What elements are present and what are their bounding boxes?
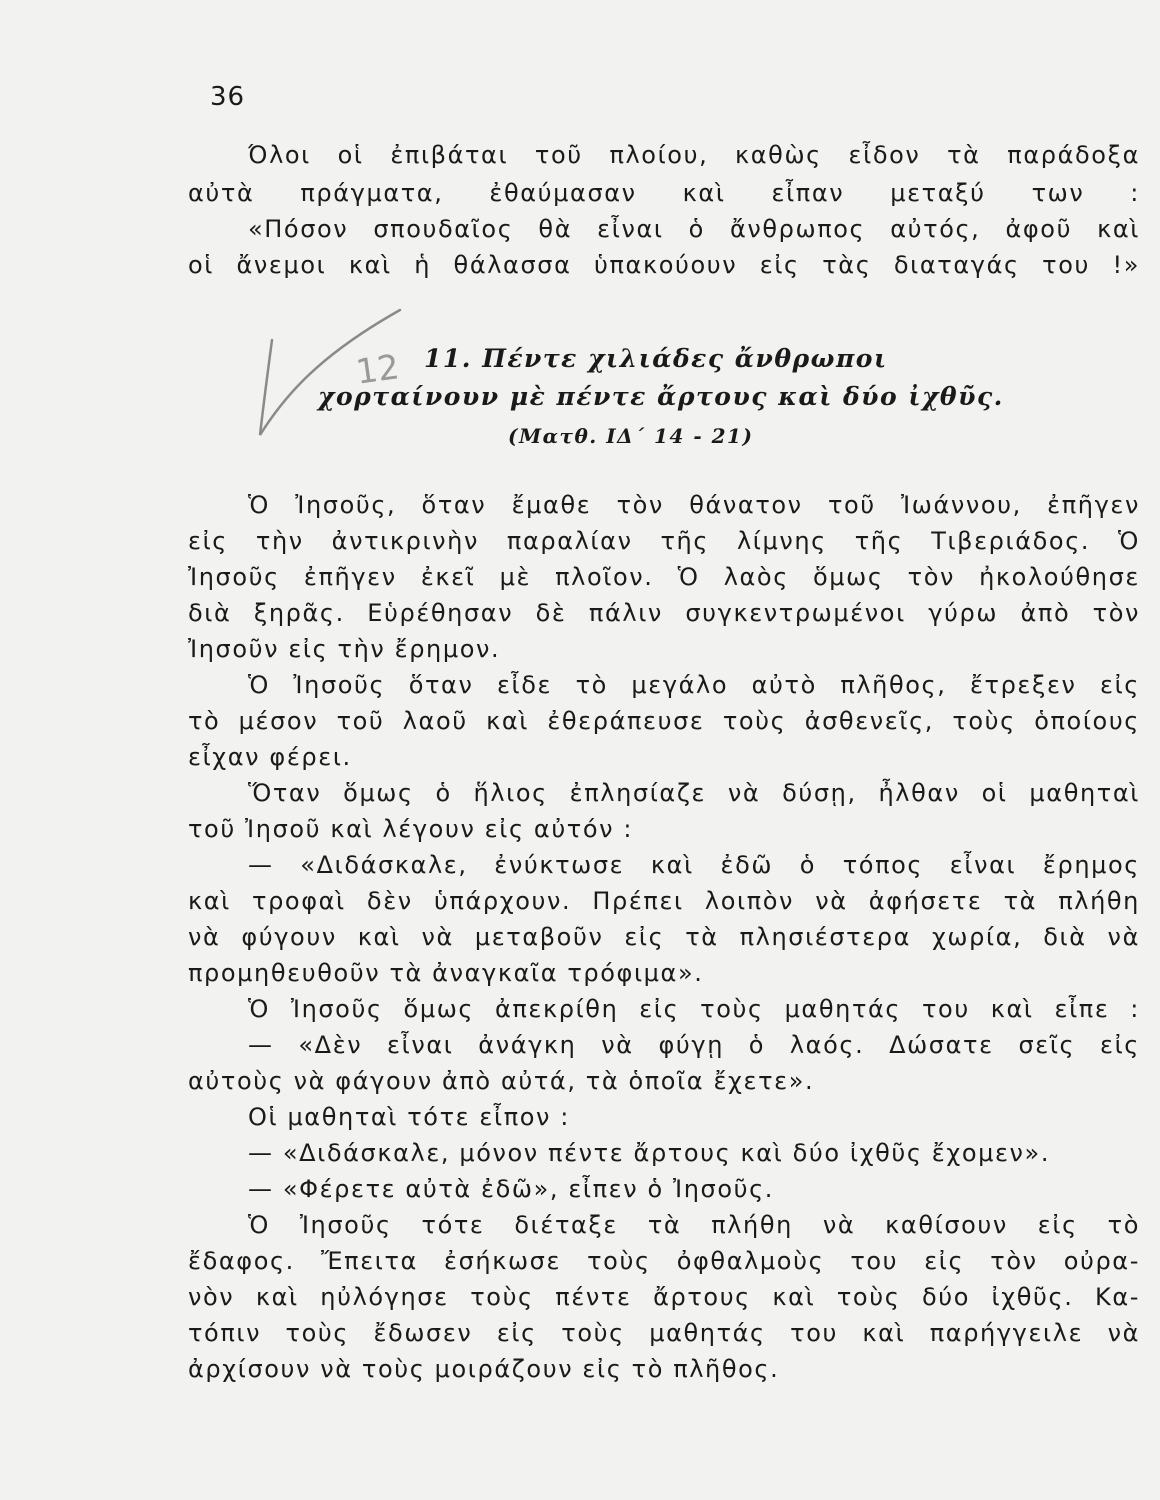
body-line: ἔδαφος. Ἔπειτα ἐσήκωσε τοὺς ὀφθαλμοὺς του εἰς τὸν οὐρα- [188, 1247, 1140, 1275]
intro-line-4: οἱ ἄνεμοι καὶ ἡ θάλασσα ὑπακούουν εἰς τὰς διαταγάς του !» [188, 251, 1140, 279]
scripture-reference: (Ματθ. ΙΔ΄ 14 - 21) [508, 424, 754, 448]
intro-line-1: Όλοι οἱ ἐπιβάται τοῦ πλοίου, καθὼς εἶδον τὰ παράδοξα [248, 141, 1140, 169]
intro-line-3: «Πόσον σπουδαῖος θὰ εἶναι ὁ ἄνθρωπος αὐτός, ἀφοῦ καὶ [248, 215, 1140, 243]
body-line: Οἱ μαθηταὶ τότε εἶπον : [248, 1103, 570, 1131]
body-line: Ἰησοῦς ἐπῆγεν ἐκεῖ μὲ πλοῖον. Ὁ λαὸς ὅμως τὸν ἠκολούθησε [188, 563, 1140, 591]
body-line: εἰς τὴν ἀντικρινὴν παραλίαν τῆς λίμνης τῆς Τιβεριάδος. Ὁ [188, 527, 1140, 555]
page-number: 36 [210, 82, 246, 112]
body-line: εἶχαν φέρει. [188, 743, 352, 771]
body-line: — «Διδάσκαλε, μόνον πέντε ἄρτους καὶ δύο ἰχθῦς ἔχομεν». [248, 1139, 1051, 1167]
body-line: τὸ μέσον τοῦ λαοῦ καὶ ἐθεράπευσε τοὺς ἀσθενεῖς, τοὺς ὁποίους [188, 707, 1140, 735]
body-line: Ὁ Ἰησοῦς τότε διέταξε τὰ πλήθη νὰ καθίσουν εἰς τὸ [248, 1211, 1140, 1239]
body-line: τοῦ Ἰησοῦ καὶ λέγουν εἰς αὐτόν : [188, 815, 634, 843]
body-line: νὰ φύγουν καὶ νὰ μεταβοῦν εἰς τὰ πλησιέστερα χωρία, διὰ νὰ [188, 923, 1140, 951]
body-line: τόπιν τοὺς ἔδωσεν εἰς τοὺς μαθητάς του καὶ παρήγγειλε νὰ [188, 1319, 1140, 1347]
pencil-checkmark-icon [250, 300, 430, 460]
body-line: προμηθευθοῦν τὰ ἀναγκαῖα τρόφιμα». [188, 959, 704, 987]
body-line: αὐτοὺς νὰ φάγουν ἀπὸ αὐτά, τὰ ὁποῖα ἔχετε». [188, 1067, 815, 1095]
intro-line-2: αὐτὰ πράγματα, ἐθαύμασαν καὶ εἶπαν μεταξύ των : [188, 179, 1140, 207]
body-line: Ὁ Ἰησοῦς ὅμως ἀπεκρίθη εἰς τοὺς μαθητάς του καὶ εἶπε : [248, 995, 1140, 1023]
body-line: Ὁ Ἰησοῦς, ὅταν ἔμαθε τὸν θάνατον τοῦ Ἰωάννου, ἐπῆγεν [248, 491, 1140, 519]
body-line: Ὁ Ἰησοῦς ὅταν εἶδε τὸ μεγάλο αὐτὸ πλῆθος, ἔτρεξεν εἰς [248, 671, 1140, 699]
body-line: ἀρχίσουν νὰ τοὺς μοιράζουν εἰς τὸ πλῆθος. [188, 1355, 780, 1383]
pencil-annotation: 12 [353, 347, 402, 393]
body-line: καὶ τροφαὶ δὲν ὑπάρχουν. Πρέπει λοιπὸν νὰ ἀφήσετε τὰ πλήθη [188, 887, 1140, 915]
body-line: διὰ ξηρᾶς. Εὑρέθησαν δὲ πάλιν συγκεντρωμένοι γύρω ἀπὸ τὸν [188, 599, 1140, 627]
body-line: — «Διδάσκαλε, ἐνύκτωσε καὶ ἐδῶ ὁ τόπος εἶναι ἔρημος [248, 851, 1140, 879]
body-line: Ὅταν ὅμως ὁ ἥλιος ἐπλησίαζε νὰ δύσῃ, ἦλθαν οἱ μαθηταὶ [248, 779, 1140, 807]
section-title-line-2: χορταίνουν μὲ πέντε ἄρτους καὶ δύο ἰχθῦς. [318, 382, 1004, 411]
body-line: Ἰησοῦν εἰς τὴν ἔρημον. [188, 635, 501, 663]
body-line: — «Φέρετε αὐτὰ ἐδῶ», εἶπεν ὁ Ἰησοῦς. [248, 1175, 775, 1203]
body-line: νὸν καὶ ηὐλόγησε τοὺς πέντε ἄρτους καὶ τοὺς δύο ἰχθῦς. Κα- [188, 1283, 1140, 1311]
body-line: — «Δὲν εἶναι ἀνάγκη νὰ φύγῃ ὁ λαός. Δώσατε σεῖς εἰς [248, 1031, 1140, 1059]
section-title-line-1: 11. Πέντε χιλιάδες ἄνθρωποι [424, 344, 888, 373]
